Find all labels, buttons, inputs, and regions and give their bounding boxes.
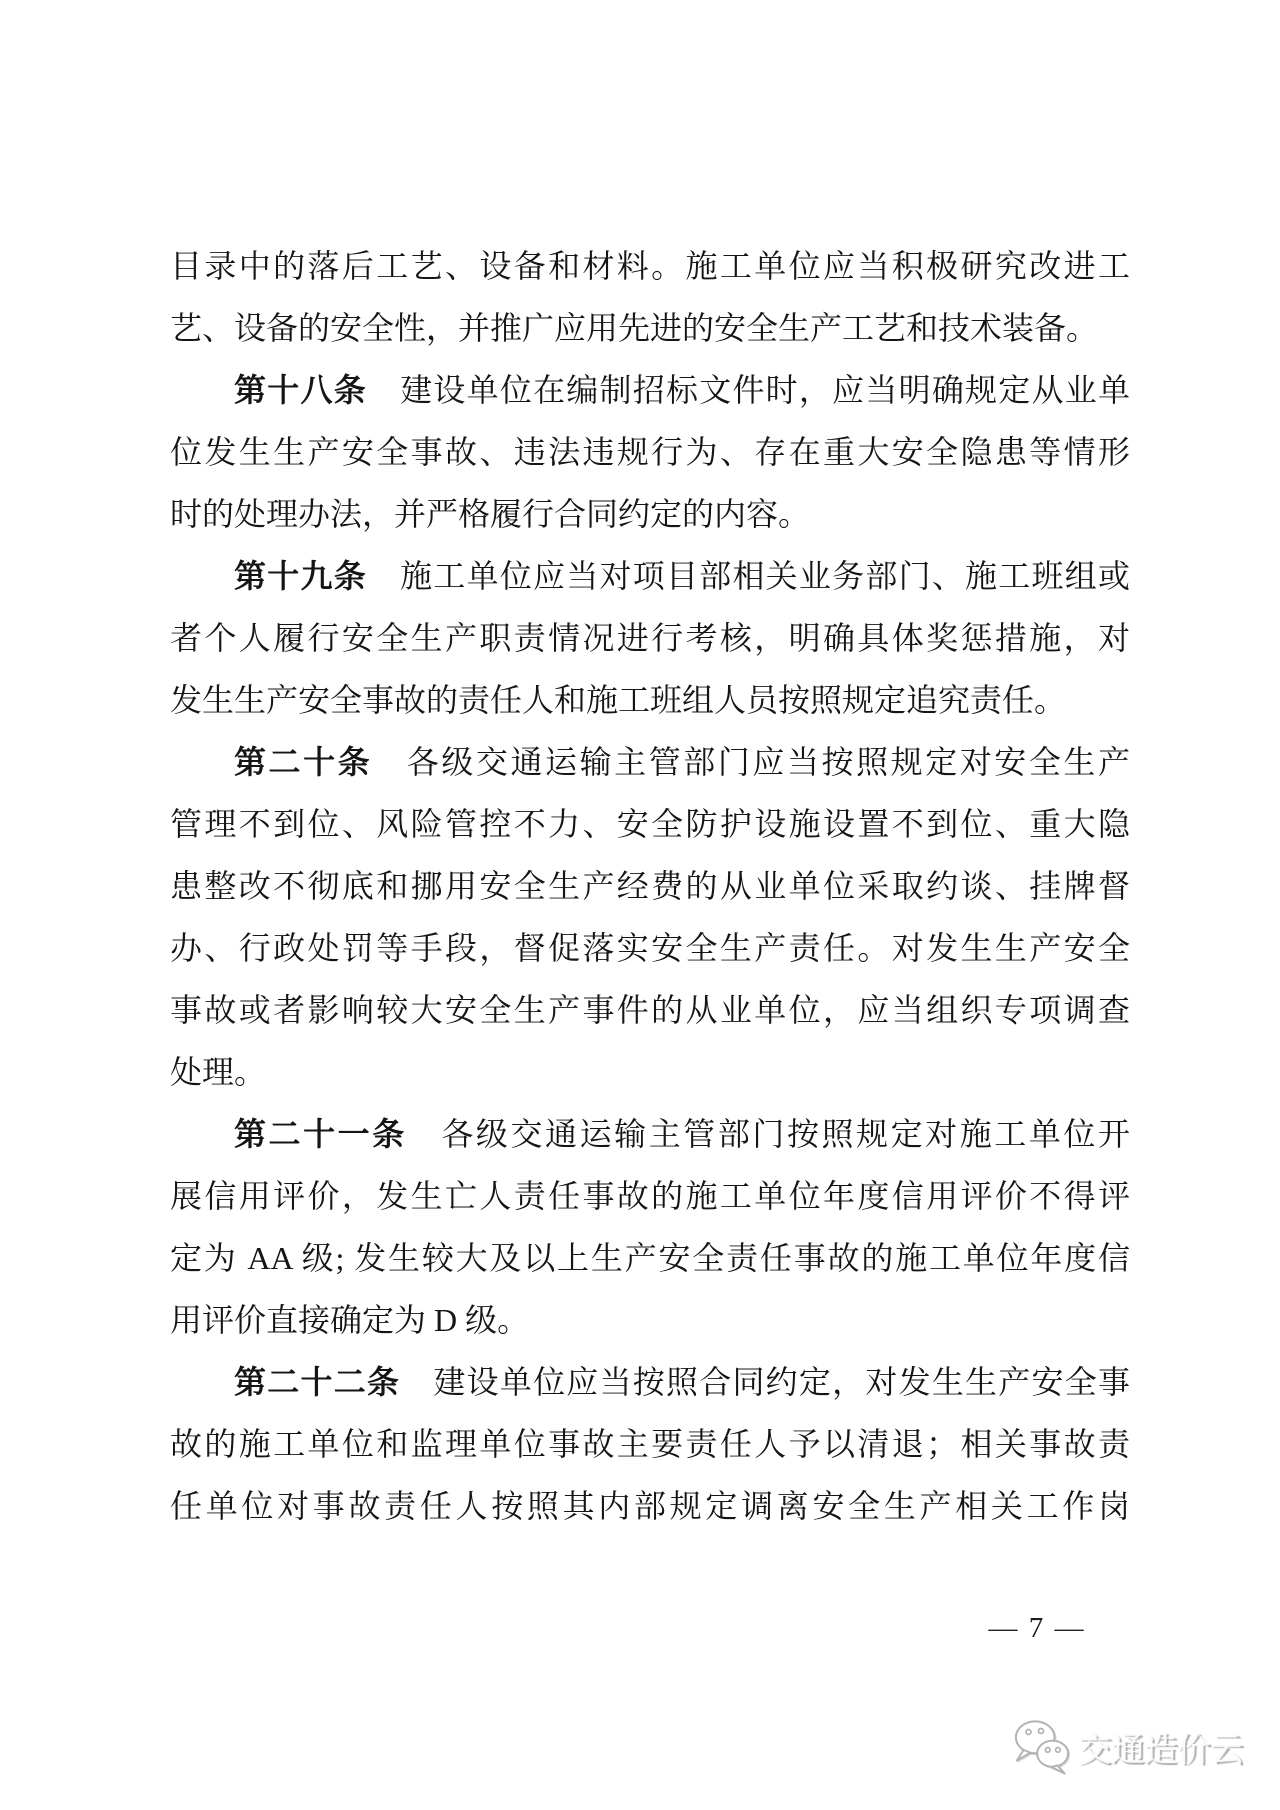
text-line xyxy=(170,483,1130,545)
text-run: 患整改不彻底和挪用安全生产经费的从业单位采取约谈、挂牌督 xyxy=(170,868,1130,904)
text-line xyxy=(170,731,1130,793)
text-line xyxy=(170,1165,1130,1227)
text-line xyxy=(170,607,1130,669)
text-line xyxy=(170,1103,1130,1165)
text-line xyxy=(170,793,1130,855)
text-run: 处理。 xyxy=(170,1054,267,1090)
text-line xyxy=(170,297,1130,359)
text-line xyxy=(170,855,1130,917)
text-line xyxy=(170,421,1130,483)
text-run: 发生生产安全事故的责任人和施工班组人员按照规定追究责任。 xyxy=(170,682,1067,718)
page-number: — 7 — xyxy=(988,1612,1086,1644)
text-line xyxy=(170,917,1130,979)
article-number-label: 第二十二条 xyxy=(234,1364,401,1400)
text-run: 施工单位应当对项目部相关业务部门、施工班组或 xyxy=(366,558,1130,594)
text-run: 建设单位在编制招标文件时，应当明确规定从业单 xyxy=(366,372,1130,408)
text-run: 办、行政处罚等手段，督促落实安全生产责任。对发生生产安全 xyxy=(170,930,1130,966)
text-line xyxy=(170,1413,1130,1475)
text-run: 任单位对事故责任人按照其内部规定调离安全生产相关工作岗 xyxy=(170,1488,1130,1524)
watermark xyxy=(1012,1718,1243,1774)
text-run: 艺、设备的安全性，并推广应用先进的安全生产工艺和技术装备。 xyxy=(170,310,1099,346)
text-run: 目录中的落后工艺、设备和材料。施工单位应当积极研究改进工 xyxy=(170,248,1130,284)
text-line xyxy=(170,1351,1130,1413)
text-run: 用评价直接确定为 D 级。 xyxy=(170,1302,530,1338)
text-run: 者个人履行安全生产职责情况进行考核，明确具体奖惩措施，对 xyxy=(170,620,1130,656)
text-run: 管理不到位、风险管控不力、安全防护设施设置不到位、重大隐 xyxy=(170,806,1130,842)
article-number-label: 第二十一条 xyxy=(234,1116,407,1152)
text-run: 时的处理办法，并严格履行合同约定的内容。 xyxy=(170,496,811,532)
text-line xyxy=(170,359,1130,421)
text-run: 定为 AA 级; 发生较大及以上生产安全责任事故的施工单位年度信 xyxy=(170,1240,1130,1276)
text-run: 位发生生产安全事故、违法违规行为、存在重大安全隐患等情形 xyxy=(170,434,1130,470)
text-line xyxy=(170,1475,1130,1537)
watermark-text: 交通造价云 xyxy=(1078,1730,1243,1769)
text-run: 各级交通运输主管部门应当按照规定对安全生产 xyxy=(372,744,1130,780)
text-line xyxy=(170,545,1130,607)
text-line xyxy=(170,1041,1130,1103)
article-number-label: 第十八条 xyxy=(234,372,367,408)
text-run: 事故或者影响较大安全生产事件的从业单位，应当组织专项调查 xyxy=(170,992,1130,1028)
text-run: 故的施工单位和监理单位事故主要责任人予以清退；相关事故责 xyxy=(170,1426,1130,1462)
text-line xyxy=(170,979,1130,1041)
text-run: 展信用评价，发生亡人责任事故的施工单位年度信用评价不得评 xyxy=(170,1178,1130,1214)
text-run: 各级交通运输主管部门按照规定对施工单位开 xyxy=(406,1116,1130,1152)
text-run: 建设单位应当按照合同约定，对发生生产安全事 xyxy=(400,1364,1130,1400)
text-line xyxy=(170,669,1130,731)
document-body xyxy=(170,235,1130,1537)
text-line xyxy=(170,1289,1130,1351)
text-line xyxy=(170,235,1130,297)
wechat-icon xyxy=(1012,1718,1070,1774)
text-line xyxy=(170,1227,1130,1289)
article-number-label: 第十九条 xyxy=(234,558,367,594)
article-number-label: 第二十条 xyxy=(234,744,373,780)
